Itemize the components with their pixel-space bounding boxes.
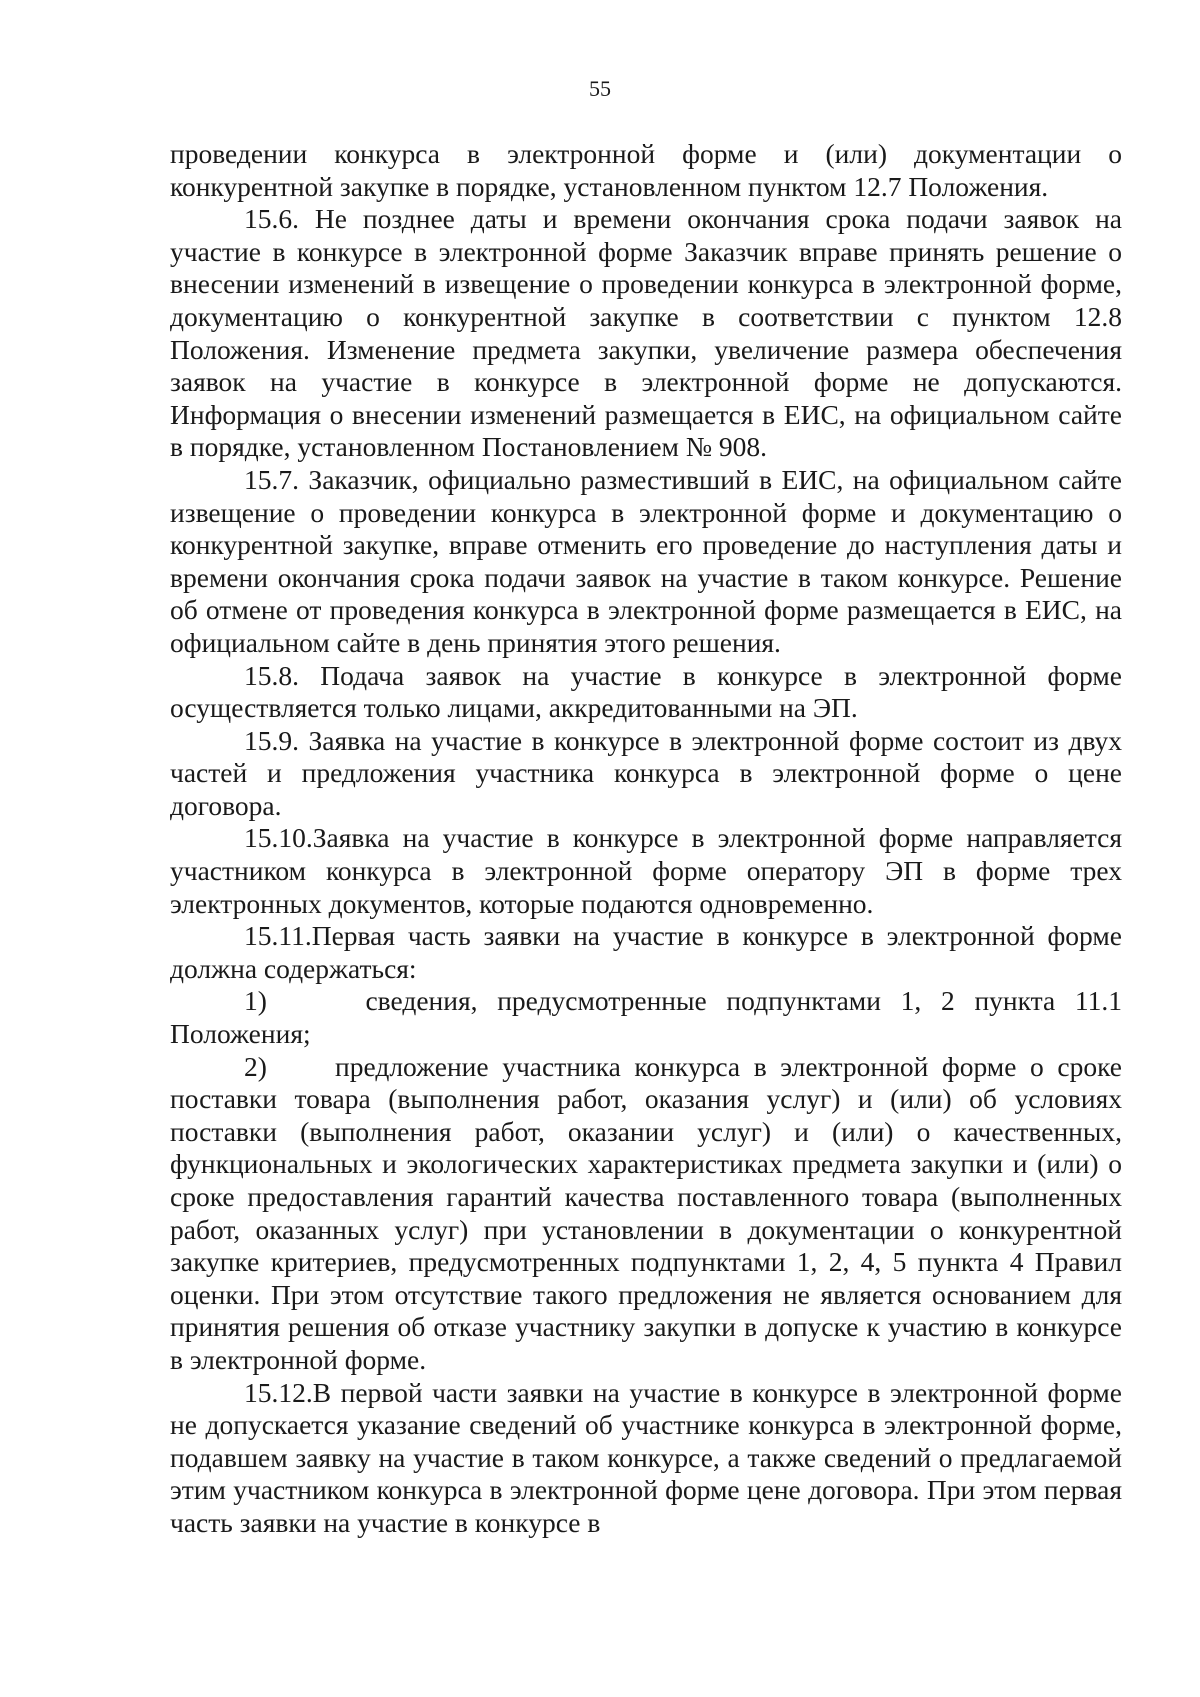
list-item-1: 1) сведения, предусмотренные подпунктами 1, 2 пункта 11.1 Положения;	[170, 985, 1122, 1050]
list-item-2: 2) предложение участника конкурса в электронной форме о сроке поставки товара (выполнения работ, оказания услуг) и (или) об условиях поставки (выполнения работ, оказании услуг) и (или) о качественных, функциональных и экологических характеристиках предмета закупки и (или) о сроке предоставления гарантий качества поставленного товара (выполненных работ, оказанных услуг) при установлении в документации о конкурентной закупке критериев, предусмотренных подпунктами 1, 2, 4, 5 пункта 4 Правил оценки. При этом отсутствие такого предложения не является основанием для принятия решения об отказе участнику закупки в допуске к участию в конкурсе в электронной форме.	[170, 1050, 1122, 1375]
paragraph-15-11: 15.11.Первая часть заявки на участие в конкурсе в электронной форме должна содержаться:	[170, 920, 1122, 984]
paragraph-15-8: 15.8. Подача заявок на участие в конкурсе в электронной форме осуществляется только лицами, аккредитованными на ЭП.	[170, 659, 1122, 724]
paragraph-15-10: 15.10.Заявка на участие в конкурсе в электронной форме направляется участником конкурса в электронной форме оператору ЭП в форме трех электронных документов, которые подаются одновременно.	[170, 822, 1122, 919]
paragraph-continuation: проведении конкурса в электронной форме и (или) документации о конкурентной закупке в порядке, установленном пунктом 12.7 Положения.	[170, 138, 1122, 202]
page-number: 55	[589, 76, 611, 101]
paragraph-15-12: 15.12.В первой части заявки на участие в конкурсе в электронной форме не допускается указание сведений об участнике конкурса в электронной форме, подавшем заявку на участие в таком конкурсе, а также сведений о предлагаемой этим участником конкурса в электронной форме цене договора. При этом первая часть заявки на участие в конкурсе в	[170, 1376, 1122, 1538]
paragraph-15-6: 15.6. Не позднее даты и времени окончания срока подачи заявок на участие в конкурсе в электронной форме Заказчик вправе принять решение о внесении изменений в извещение о проведении конкурса в электронной форме, документацию о конкурентной закупке в соответствии с пунктом 12.8 Положения. Изменение предмета закупки, увеличение размера обеспечения заявок на участие в конкурсе в электронной форме не допускаются. Информация о внесении изменений размещается в ЕИС, на официальном сайте в порядке, установленном Постановлением № 908.	[170, 203, 1122, 463]
paragraph-15-9: 15.9. Заявка на участие в конкурсе в электронной форме состоит из двух частей и предложения участника конкурса в электронной форме о цене договора.	[170, 724, 1122, 821]
document-body	[170, 138, 1122, 1540]
paragraph-15-7: 15.7. Заказчик, официально разместивший в ЕИС, на официальном сайте извещение о проведении конкурса в электронной форме и документацию о конкурентной закупке, вправе отменить его проведение до наступления даты и времени окончания срока подачи заявок на участие в таком конкурсе. Решение об отмене от проведения конкурса в электронной форме размещается в ЕИС, на официальном сайте в день принятия этого решения.	[170, 463, 1122, 658]
